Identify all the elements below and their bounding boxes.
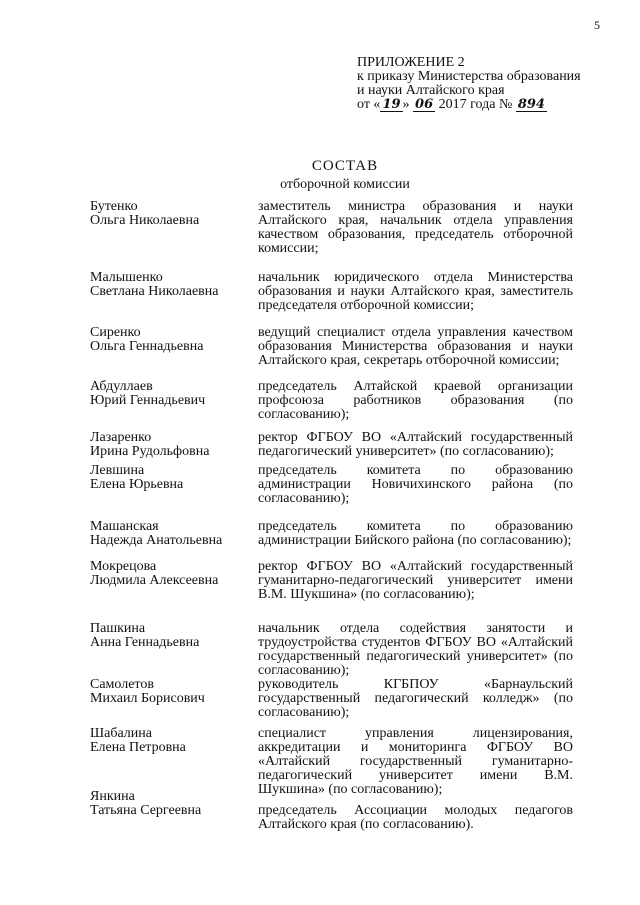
member-name — [90, 790, 255, 818]
annex-title: ПРИЛОЖЕНИЕ 2 — [357, 55, 465, 70]
member-surname: Пашкина — [90, 621, 146, 636]
member-name — [90, 622, 255, 650]
date-prefix: от « — [357, 97, 381, 112]
member-role: ведущий специалист отдела управления качеством образования Министерства образования и науки Алтайского края, секретарь отборочной комиссии; — [258, 325, 573, 368]
member-given-name: Людмила Алексеевна — [90, 573, 219, 588]
page-title: СОСТАВ — [311, 158, 379, 174]
annex-order-line-2: и науки Алтайского края — [357, 83, 505, 98]
member-given-name: Надежда Анатольевна — [90, 533, 223, 548]
member-surname: Лазаренко — [90, 430, 152, 445]
order-number-handwritten: 894 — [517, 97, 545, 112]
heading — [0, 158, 640, 193]
member-name — [90, 271, 255, 299]
page-number: 5 — [594, 18, 600, 32]
member-surname: Шабалина — [90, 726, 152, 741]
member-name — [90, 326, 255, 354]
member-given-name: Юрий Геннадьевич — [90, 393, 206, 408]
date-mid: » — [402, 97, 410, 112]
date-day-handwritten: 19 — [382, 97, 401, 112]
member-role: заместитель министра образования и науки Алтайского края, начальник отдела управления качеством образования, председатель отборочной комиссии; — [258, 199, 573, 256]
page-subtitle: отборочной комиссии — [280, 177, 410, 192]
member-name — [90, 727, 255, 755]
member-role: ректор ФГБОУ ВО «Алтайский государственный гуманитарно-педагогический университет имени В.М. Шукшина» (по согласованию); — [258, 559, 573, 602]
member-surname: Бутенко — [90, 199, 138, 214]
member-role: председатель Алтайской краевой организации профсоюза работников образования (по согласованию); — [258, 379, 573, 422]
member-role: начальник юридического отдела Министерства образования и науки Алтайского края, заместитель председателя отборочной комиссии; — [258, 270, 573, 313]
member-name — [90, 464, 255, 492]
member-surname: Абдуллаев — [90, 379, 153, 394]
member-given-name: Ольга Геннадьевна — [90, 339, 204, 354]
member-given-name: Анна Геннадьевна — [90, 635, 200, 650]
annex-order-line-1: к приказу Министерства образования — [357, 69, 581, 84]
member-given-name: Михаил Борисович — [90, 691, 205, 706]
member-name — [90, 520, 255, 548]
member-surname: Сиренко — [90, 325, 141, 340]
member-given-name: Светлана Николаевна — [90, 284, 219, 299]
member-role: начальник отдела содействия занятости и трудоустройства студентов ФГБОУ ВО «Алтайский государственный педагогический университет» (по согласованию); — [258, 621, 573, 678]
member-name — [90, 431, 255, 459]
member-name — [90, 678, 255, 706]
member-surname: Малышенко — [90, 270, 163, 285]
member-role: ректор ФГБОУ ВО «Алтайский государственный педагогический университет» (по согласованию); — [258, 430, 573, 459]
member-name — [90, 380, 255, 408]
annex-header — [357, 56, 607, 112]
member-surname: Мокрецова — [90, 559, 157, 574]
member-given-name: Татьяна Сергеевна — [90, 803, 202, 818]
member-given-name: Ольга Николаевна — [90, 213, 200, 228]
member-given-name: Елена Петровна — [90, 740, 186, 755]
member-given-name: Ирина Рудольфовна — [90, 444, 210, 459]
member-role: специалист управления лицензирования, аккредитации и мониторинга ФГБОУ ВО «Алтайский государственный гуманитарно-педагогический университет имени В.М. Шукшина» (по согласованию); — [258, 726, 573, 797]
member-name — [90, 560, 255, 588]
member-role: председатель комитета по образованию администрации Бийского района (по согласованию); — [258, 519, 573, 548]
member-role: председатель Ассоциации молодых педагогов Алтайского края (по согласованию). — [258, 803, 573, 832]
member-surname: Машанская — [90, 519, 159, 534]
member-given-name: Елена Юрьевна — [90, 477, 184, 492]
member-role: председатель комитета по образованию администрации Новичихинского района (по согласованию); — [258, 463, 573, 506]
date-month-handwritten: 06 — [415, 97, 434, 112]
member-surname: Самолетов — [90, 677, 154, 692]
date-year: 2017 года № — [438, 97, 513, 112]
member-role: руководитель КГБПОУ «Барнаульский государственный педагогический колледж» (по согласованию); — [258, 677, 573, 720]
member-surname: Янкина — [90, 789, 135, 804]
annex-date-line — [357, 98, 607, 112]
member-surname: Левшина — [90, 463, 145, 478]
member-name — [90, 200, 255, 228]
